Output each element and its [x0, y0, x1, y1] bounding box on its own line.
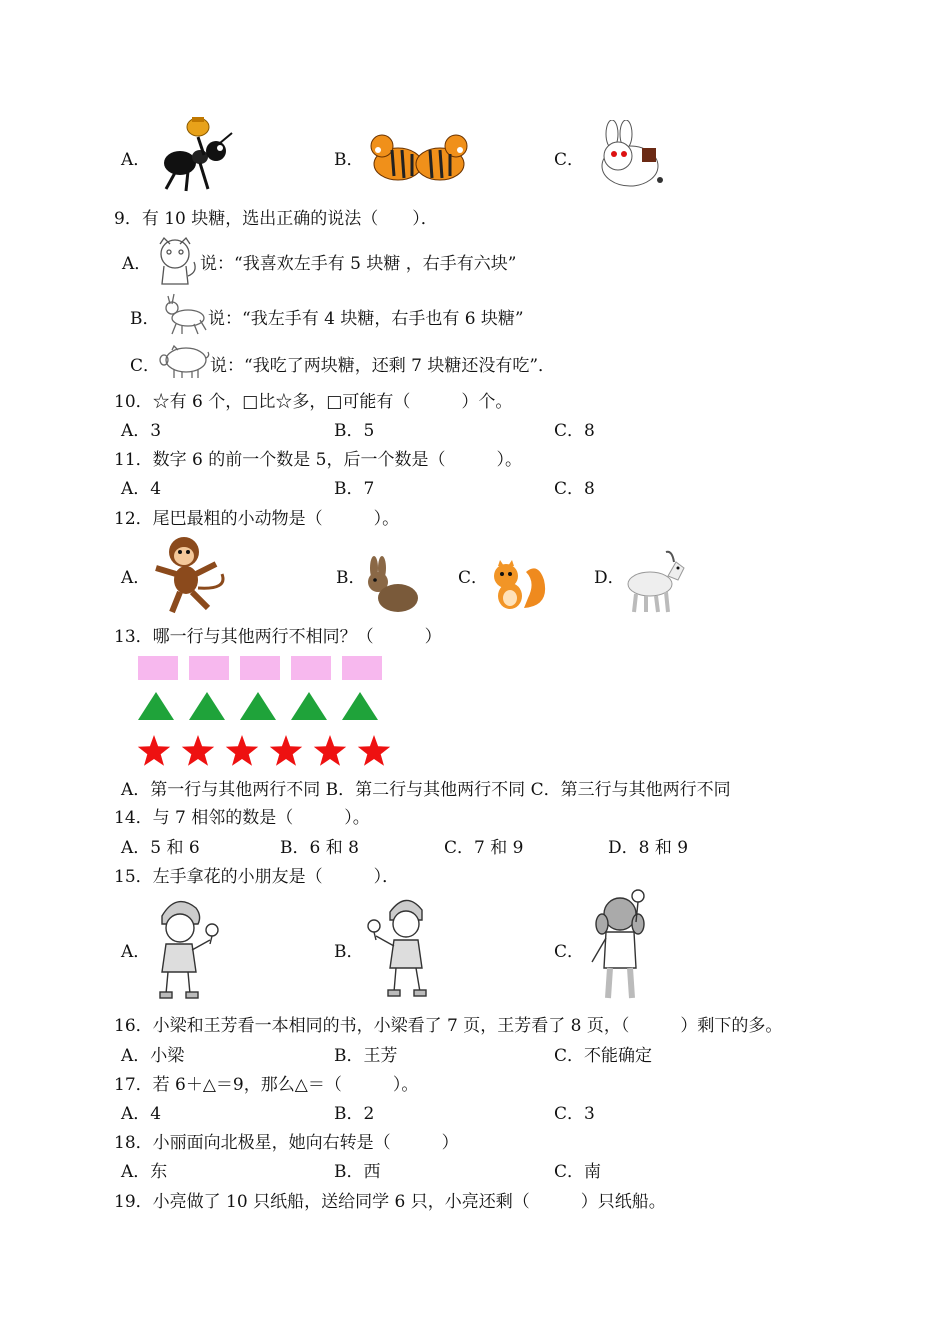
q15-stem: 15．左手拿花的小朋友是（ ）．: [114, 867, 400, 887]
q16-option-a[interactable]: A．小梁: [121, 1046, 185, 1066]
q9-option-b-label[interactable]: B．: [130, 309, 160, 329]
pink-rectangle: [189, 656, 229, 680]
q8-option-b[interactable]: B．: [334, 150, 364, 170]
red-star: [138, 735, 170, 766]
q15-option-b[interactable]: B．: [334, 942, 364, 962]
q9-option-c-text[interactable]: 说：“我吃了两块糖，还剩 7 块糖还没有吃”．: [210, 356, 556, 376]
q9-option-c-label[interactable]: C．: [130, 356, 161, 376]
shapes-rows-figure: [134, 652, 394, 774]
q17-stem: 17．若 6＋△＝9，那么△＝（ ）。: [114, 1075, 419, 1095]
deer-image: [158, 292, 210, 336]
q11-option-c[interactable]: C．8: [554, 479, 595, 499]
q13-options[interactable]: A．第一行与其他两行不同 B．第二行与其他两行不同 C．第三行与其他两行不同: [121, 780, 731, 800]
cat-image: [150, 236, 200, 286]
q12-option-d[interactable]: D．: [594, 568, 625, 588]
q11-stem: 11．数字 6 的前一个数是 5，后一个数是（ ）。: [114, 450, 522, 470]
q16-option-b[interactable]: B．王芳: [334, 1046, 398, 1066]
q12-option-b[interactable]: B．: [336, 568, 366, 588]
q10-option-b[interactable]: B．5: [334, 421, 375, 441]
goat-image: [622, 546, 688, 616]
q14-option-a[interactable]: A．5 和 6: [121, 838, 200, 858]
q14-option-d[interactable]: D．8 和 9: [608, 838, 689, 858]
pink-rectangle: [342, 656, 382, 680]
two-tigers-image: [368, 124, 472, 194]
q18-option-c[interactable]: C．南: [554, 1162, 602, 1182]
q18-option-a[interactable]: A．东: [121, 1162, 168, 1182]
red-star: [270, 735, 302, 766]
q12-stem: 12．尾巴最粗的小动物是（ ）。: [114, 509, 400, 529]
q19-stem: 19．小亮做了 10 只纸船，送给同学 6 只，小亮还剩（ ）只纸船。: [114, 1192, 666, 1212]
pink-rectangle: [291, 656, 331, 680]
red-star: [226, 735, 258, 766]
q9-option-b-text[interactable]: 说：“我左手有 4 块糖，右手也有 6 块糖”: [208, 309, 524, 329]
q18-stem: 18．小丽面向北极星，她向右转是（ ）: [114, 1133, 459, 1153]
q11-option-a[interactable]: A．4: [121, 479, 162, 499]
q8-option-c[interactable]: C．: [554, 150, 585, 170]
q9-stem: 9．有 10 块糖，选出正确的说法（ ）．: [114, 209, 438, 229]
q16-option-c[interactable]: C．不能确定: [554, 1046, 653, 1066]
pig-image: [158, 344, 210, 380]
green-triangle: [342, 692, 378, 720]
monkey-image: [150, 534, 232, 614]
girl-holding-flower-b-image: [366, 892, 442, 1002]
green-triangle: [189, 692, 225, 720]
pink-rectangle: [138, 656, 178, 680]
pink-rectangle: [240, 656, 280, 680]
squirrel-image: [488, 558, 548, 614]
q18-option-b[interactable]: B．西: [334, 1162, 381, 1182]
q14-option-b[interactable]: B．6 和 8: [280, 838, 359, 858]
q10-option-c[interactable]: C．8: [554, 421, 595, 441]
q12-option-a[interactable]: A．: [121, 568, 151, 588]
q10-option-a[interactable]: A．3: [121, 421, 162, 441]
q9-option-a-text[interactable]: 说：“我喜欢左手有 5 块糖 ，右手有六块”: [200, 254, 517, 274]
q14-stem: 14．与 7 相邻的数是（ ）。: [114, 808, 370, 828]
red-star: [182, 735, 214, 766]
green-triangle: [291, 692, 327, 720]
ant-carrying-pot-image: [158, 115, 238, 193]
q15-option-a[interactable]: A．: [121, 942, 151, 962]
girl-back-view-image: [584, 888, 660, 1004]
q17-option-a[interactable]: A．4: [121, 1104, 162, 1124]
q10-stem: 10．☆有 6 个，□比☆多，□可能有（ ）个。: [114, 392, 513, 412]
q9-option-a-label[interactable]: A．: [122, 254, 152, 274]
white-rabbit-image: [586, 120, 672, 194]
q17-option-b[interactable]: B．2: [334, 1104, 375, 1124]
q13-stem: 13．哪一行与其他两行不相同？（ ）: [114, 627, 442, 647]
q12-option-c[interactable]: C．: [458, 568, 489, 588]
q16-stem: 16．小梁和王芳看一本相同的书，小梁看了 7 页，王芳看了 8 页，（ ）剩下的多。: [114, 1016, 783, 1036]
q14-option-c[interactable]: C．7 和 9: [444, 838, 524, 858]
q11-option-b[interactable]: B．7: [334, 479, 375, 499]
green-triangle: [240, 692, 276, 720]
red-star: [314, 735, 346, 766]
q17-option-c[interactable]: C．3: [554, 1104, 595, 1124]
rabbit-image: [360, 556, 422, 614]
green-triangle: [138, 692, 174, 720]
q8-option-a[interactable]: A．: [121, 150, 151, 170]
q15-option-c[interactable]: C．: [554, 942, 585, 962]
red-star: [358, 735, 390, 766]
girl-holding-flower-a-image: [150, 894, 226, 1002]
